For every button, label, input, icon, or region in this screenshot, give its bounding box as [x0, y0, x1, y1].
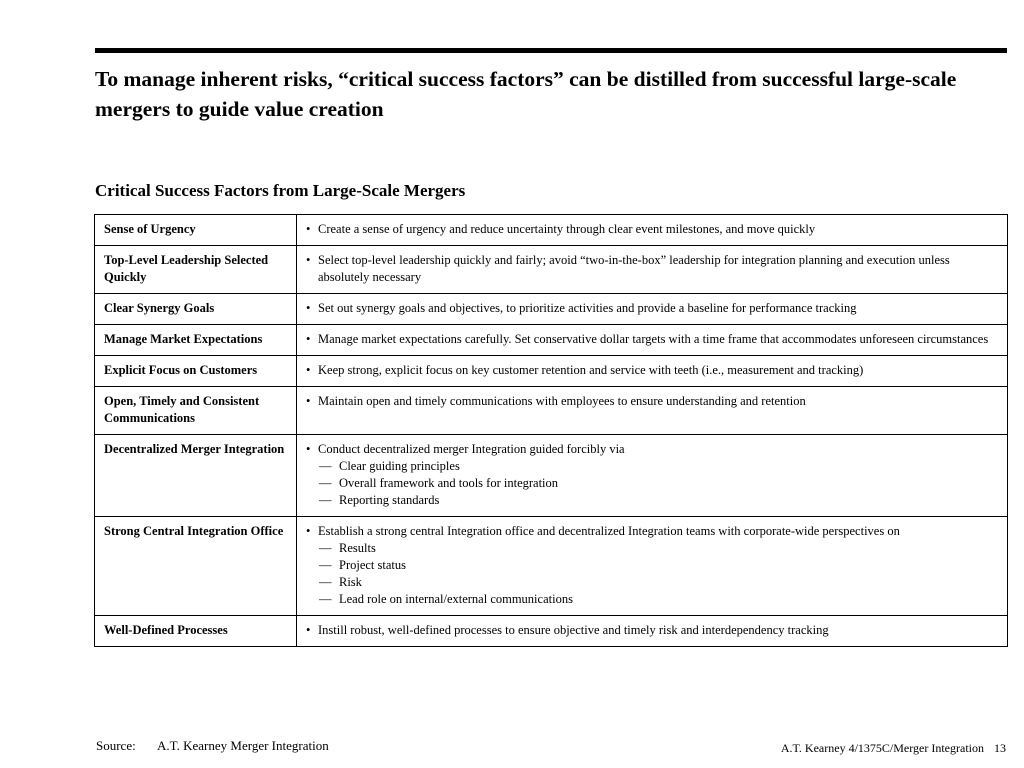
bullet-item [306, 622, 998, 639]
factor-name: Sense of Urgency [95, 215, 297, 246]
sub-bullet-item [306, 540, 998, 557]
table-row [95, 517, 1008, 616]
bullet-marker: • [306, 442, 311, 456]
bullet-text: Keep strong, explicit focus on key customer retention and service with teeth (i.e., measurement and tracking) [318, 363, 864, 377]
bullet-text: Conduct decentralized merger Integration guided forcibly via [318, 442, 625, 456]
factor-name: Explicit Focus on Customers [95, 356, 297, 387]
source-text: A.T. Kearney Merger Integration [157, 738, 329, 753]
sub-bullet-item [306, 475, 998, 492]
sub-bullet-item [306, 591, 998, 608]
table-row [95, 325, 1008, 356]
bullet-marker: • [306, 332, 311, 346]
table-row [95, 435, 1008, 517]
factor-description-cell [297, 435, 1008, 517]
factor-description-cell [297, 215, 1008, 246]
table-row [95, 387, 1008, 435]
bullet-text: Instill robust, well-defined processes to ensure objective and timely risk and interdependency tracking [318, 623, 829, 637]
sub-bullet-text: Risk [339, 575, 362, 589]
bullet-item [306, 331, 998, 348]
factor-name: Top-Level Leadership Selected Quickly [95, 246, 297, 294]
table-row [95, 356, 1008, 387]
bullet-text: Create a sense of urgency and reduce uncertainty through clear event milestones, and move quickly [318, 222, 816, 236]
bullet-text: Set out synergy goals and objectives, to prioritize activities and provide a baseline for performance tracking [318, 301, 857, 315]
dash-marker: — [319, 558, 332, 572]
sub-bullet-item [306, 458, 998, 475]
bullet-item [306, 221, 998, 238]
factor-name: Well-Defined Processes [95, 616, 297, 647]
factor-name: Decentralized Merger Integration [95, 435, 297, 517]
source-note [96, 738, 329, 754]
slide-title: To manage inherent risks, “critical success factors” can be distilled from successful large-scale mergers to guide value creation [95, 67, 957, 121]
factor-description-cell [297, 616, 1008, 647]
sub-bullet-text: Lead role on internal/external communications [339, 592, 573, 606]
bullet-marker: • [306, 363, 311, 377]
bullet-marker: • [306, 394, 311, 408]
factor-name: Strong Central Integration Office [95, 517, 297, 616]
bullet-item [306, 252, 998, 286]
factor-name: Open, Timely and Consistent Communications [95, 387, 297, 435]
dash-marker: — [319, 541, 332, 555]
top-rule [95, 48, 1007, 53]
table-row [95, 616, 1008, 647]
bullet-text: Select top-level leadership quickly and fairly; avoid “two-in-the-box” leadership for integration planning and execution unless absolutely necessary [318, 253, 950, 284]
bullet-item [306, 300, 998, 317]
factor-name: Clear Synergy Goals [95, 294, 297, 325]
footer-reference [781, 740, 1006, 756]
success-factors-table [94, 214, 1008, 647]
page-number: 13 [994, 741, 1006, 755]
sub-bullet-item [306, 557, 998, 574]
bullet-marker: • [306, 623, 311, 637]
sub-bullet-item [306, 574, 998, 591]
bullet-item [306, 441, 998, 458]
table-row [95, 215, 1008, 246]
bullet-marker: • [306, 301, 311, 315]
bullet-item [306, 362, 998, 379]
sub-bullet-text: Project status [339, 558, 407, 572]
dash-marker: — [319, 476, 332, 490]
bullet-text: Establish a strong central Integration office and decentralized Integration teams with corporate-wide perspectives on [318, 524, 900, 538]
reference-code: A.T. Kearney 4/1375C/Merger Integration [780, 741, 984, 755]
dash-marker: — [319, 493, 332, 507]
dash-marker: — [319, 592, 332, 606]
factor-description-cell [297, 325, 1008, 356]
bullet-text: Maintain open and timely communications with employees to ensure understanding and retention [318, 394, 806, 408]
table-body [95, 215, 1008, 647]
sub-bullet-text: Results [339, 541, 376, 555]
sub-bullet-item [306, 492, 998, 509]
sub-bullet-text: Reporting standards [339, 493, 440, 507]
factor-description-cell [297, 387, 1008, 435]
factor-name: Manage Market Expectations [95, 325, 297, 356]
bullet-item [306, 523, 998, 540]
bullet-marker: • [306, 253, 311, 267]
bullet-marker: • [306, 222, 311, 236]
source-label: Source: [96, 738, 136, 753]
table-row [95, 246, 1008, 294]
factor-description-cell [297, 517, 1008, 616]
dash-marker: — [319, 459, 332, 473]
factor-description-cell [297, 356, 1008, 387]
bullet-item [306, 393, 998, 410]
sub-bullet-text: Overall framework and tools for integration [339, 476, 559, 490]
table-caption: Critical Success Factors from Large-Scale Mergers [95, 181, 466, 200]
sub-bullet-text: Clear guiding principles [339, 459, 460, 473]
dash-marker: — [319, 575, 332, 589]
factor-description-cell [297, 246, 1008, 294]
table-row [95, 294, 1008, 325]
bullet-text: Manage market expectations carefully. Set conservative dollar targets with a time frame that accommodates unforeseen circumstances [318, 332, 989, 346]
bullet-marker: • [306, 524, 311, 538]
factor-description-cell [297, 294, 1008, 325]
